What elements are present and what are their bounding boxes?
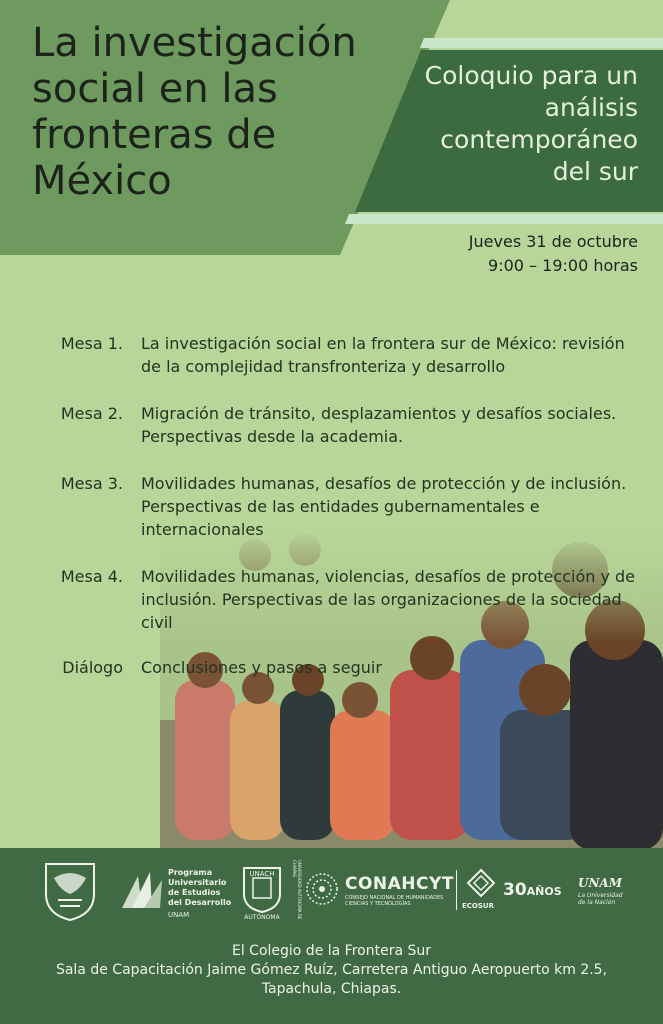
program-label: Diálogo bbox=[62, 658, 123, 677]
program-label: Mesa 1. bbox=[60, 334, 123, 353]
venue-info bbox=[0, 942, 663, 999]
program-label: Mesa 3. bbox=[60, 474, 123, 493]
program-text: Movilidades humanas, violencias, desafíos de protección y de inclusión. Perspectivas de las organizaciones de la sociedad civil bbox=[141, 567, 636, 632]
ecosur-logo-text: ECOSUR bbox=[462, 902, 494, 910]
ecosur-diamond-logo bbox=[466, 868, 496, 898]
conahcyt-dots-logo bbox=[305, 872, 339, 906]
unach-logo-subtext: AUTÓNOMA bbox=[244, 914, 280, 921]
program-text: La investigación social en la frontera sur de México: revisión de la complejidad transfronteriza y desarrollo bbox=[141, 334, 625, 376]
accent-stripe-top bbox=[420, 38, 663, 48]
pued-logo-text: Programa Universitario de Estudios del Desarrollo UNAM bbox=[168, 868, 232, 919]
sponsor-logos bbox=[0, 848, 663, 932]
pued-book-logo bbox=[118, 868, 164, 914]
venue-line-1: El Colegio de la Frontera Sur bbox=[231, 943, 431, 959]
program-text: Movilidades humanas, desafíos de protección y de inclusión. Perspectivas de las entidades gubernamentales e internacionales bbox=[141, 474, 627, 539]
venue-line-2: Sala de Capacitación Jaime Gómez Ruíz, Carretera Antiguo Aeropuerto km 2.5, bbox=[55, 962, 608, 978]
unach-logo-caption: UNIVERSIDAD AUTÓNOMA DE CHIAPAS bbox=[292, 860, 302, 920]
date-time-block bbox=[380, 230, 638, 278]
unam-nacion-logo: UNAM bbox=[578, 876, 623, 890]
unam-nacion-tagline: La Universidad de la Nación bbox=[578, 892, 623, 906]
poster-title: La investigación social en las fronteras de México bbox=[32, 20, 357, 204]
poster-subtitle: Coloquio para un análisis contemporáneo del sur bbox=[424, 61, 638, 186]
thirty-years-logo: 30AÑOS bbox=[503, 880, 562, 900]
conahcyt-logo-text: CONAHCYT bbox=[345, 874, 454, 894]
program-label: Mesa 4. bbox=[60, 567, 123, 586]
unam-crest-logo bbox=[40, 860, 100, 922]
program-text: Conclusiones y pasos a seguir bbox=[141, 658, 382, 677]
program-text: Migración de tránsito, desplazamientos y desafíos sociales. Perspectivas desde la academia. bbox=[141, 404, 617, 446]
conahcyt-logo-caption: CONSEJO NACIONAL DE HUMANIDADES CIENCIAS Y TECNOLOGÍAS bbox=[345, 895, 444, 907]
accent-stripe-bottom bbox=[345, 214, 663, 224]
venue-line-3: Tapachula, Chiapas. bbox=[261, 981, 402, 997]
footer bbox=[0, 848, 663, 1024]
event-date: Jueves 31 de octubre bbox=[468, 232, 638, 251]
program-label: Mesa 2. bbox=[60, 404, 123, 423]
unach-logo-name: UNACH bbox=[249, 870, 275, 878]
event-time: 9:00 – 19:00 horas bbox=[488, 256, 638, 275]
logo-divider bbox=[456, 870, 457, 910]
